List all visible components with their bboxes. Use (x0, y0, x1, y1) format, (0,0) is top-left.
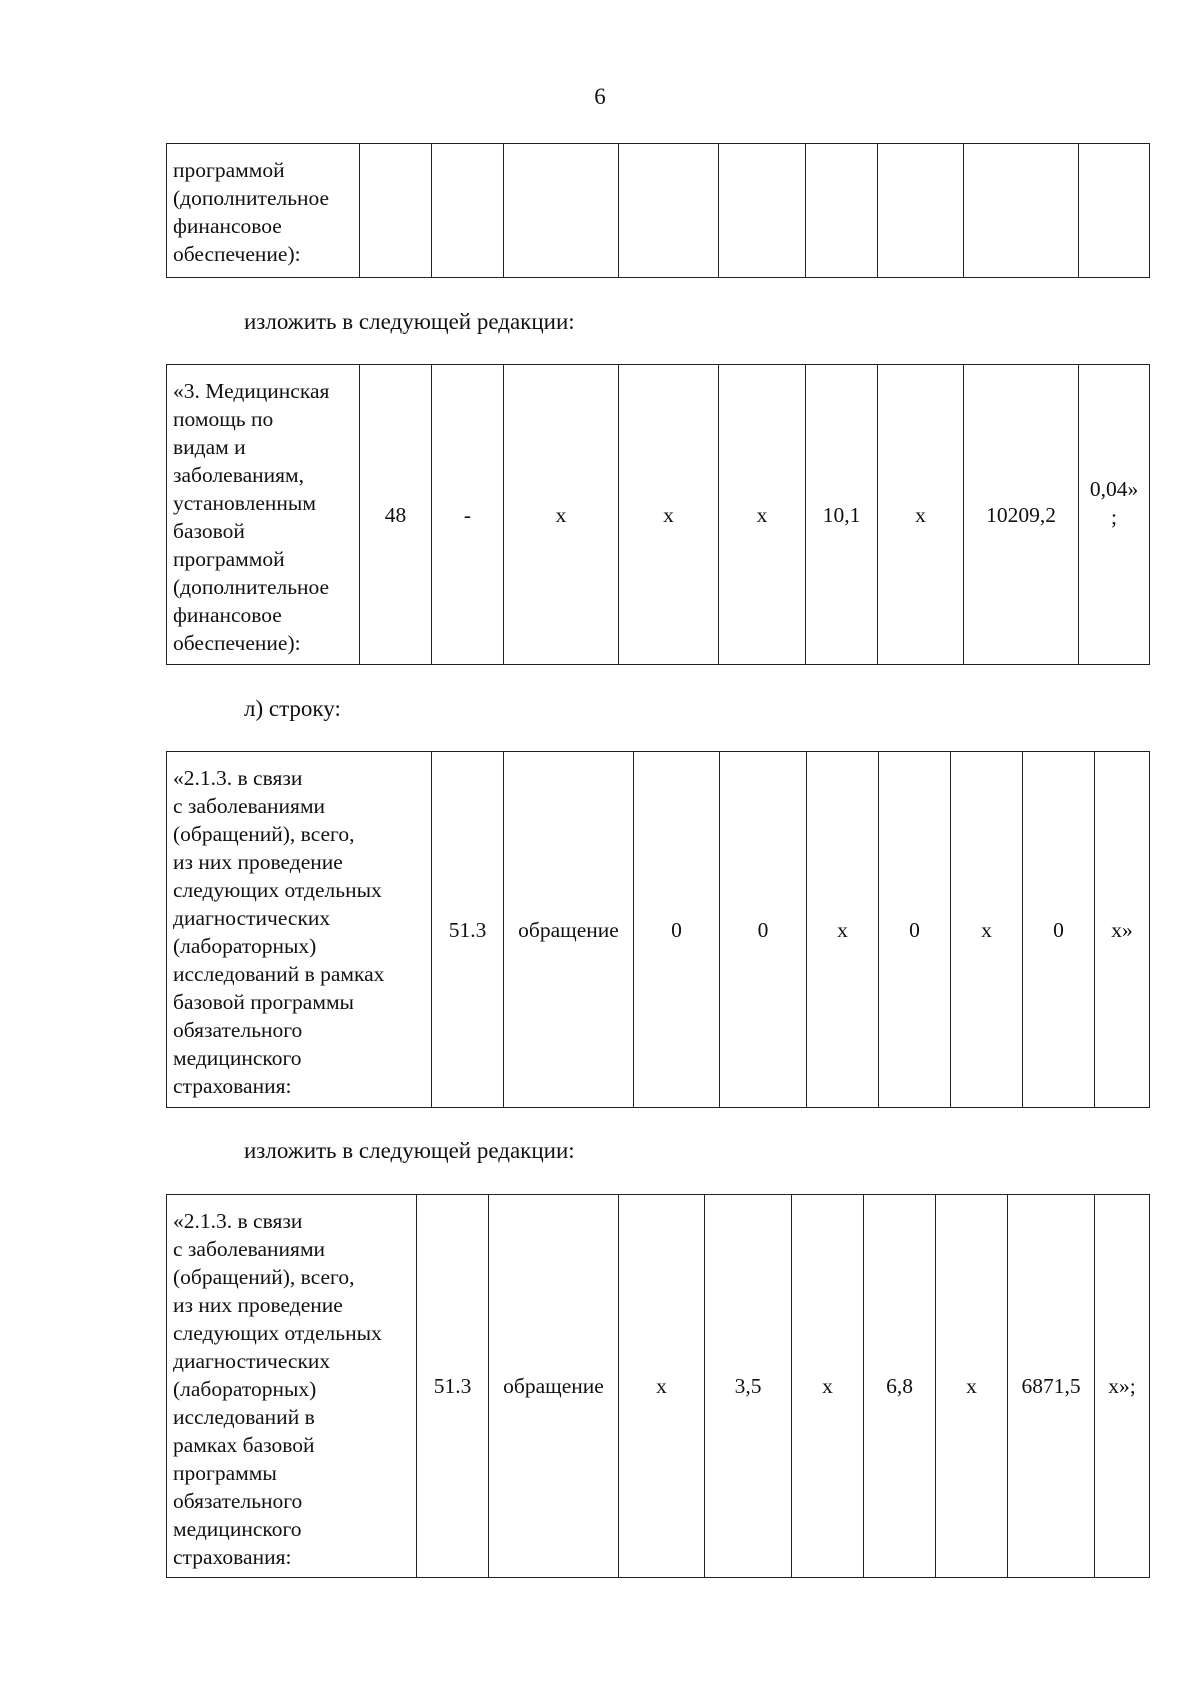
table-cell: 3,5 (705, 1195, 792, 1578)
table-cell: 10209,2 (964, 365, 1079, 665)
table-cell: х (619, 365, 719, 665)
table-cell: 0 (634, 752, 720, 1108)
table-cell (432, 144, 504, 278)
table-row-2-1-3-old (166, 751, 1150, 1108)
table-cell: х (936, 1195, 1008, 1578)
table-cell: 0 (1023, 752, 1095, 1108)
table-cell: х (878, 365, 964, 665)
instruction-paragraph: изложить в следующей редакции: (244, 309, 575, 334)
table-cell: х (951, 752, 1023, 1108)
page-number: 6 (594, 84, 606, 109)
row-label: «2.1.3. в связи с заболеваниями (обращений), всего, из них проведение следующих отдельных диагностических (лабораторных) исследований в рамках базовой программы обязательного медицинского страхования: (167, 1195, 417, 1578)
table-row (167, 1195, 1150, 1578)
table-new-edition-row-3 (166, 364, 1150, 665)
table-cell: 0,04» ; (1079, 365, 1150, 665)
table-cell: обращение (489, 1195, 619, 1578)
table-cell: 51.3 (432, 752, 504, 1108)
table-row (167, 365, 1150, 665)
table-cell: х (792, 1195, 864, 1578)
table-cell: 0 (720, 752, 807, 1108)
table-cell: 6871,5 (1008, 1195, 1095, 1578)
table-cell: 10,1 (806, 365, 878, 665)
table-cell: х» (1095, 752, 1150, 1108)
instruction-paragraph: л) строку: (244, 696, 341, 721)
table-cell: 51.3 (417, 1195, 489, 1578)
row-label: «2.1.3. в связи с заболеваниями (обращений), всего, из них проведение следующих отдельных диагностических (лабораторных) исследований в рамках базовой программы обязательного медицинского страхования: (167, 752, 432, 1108)
table-row (167, 144, 1150, 278)
table-cell (878, 144, 964, 278)
table-row (167, 752, 1150, 1108)
table-cell: х (504, 365, 619, 665)
table-cell (1079, 144, 1150, 278)
table-cell: х (807, 752, 879, 1108)
table-cell (619, 144, 719, 278)
table-cell (360, 144, 432, 278)
table-cell: 6,8 (864, 1195, 936, 1578)
table-cell (719, 144, 806, 278)
row-label: «3. Медицинская помощь по видам и заболеваниям, установленным базовой программой (дополнительное финансовое обеспечение): (167, 365, 360, 665)
table-cell: х»; (1095, 1195, 1150, 1578)
table-cell: 0 (879, 752, 951, 1108)
table-previous-row-fragment (166, 143, 1150, 278)
row-label: программой (дополнительное финансовое обеспечение): (167, 144, 360, 278)
table-cell: - (432, 365, 504, 665)
table-cell (964, 144, 1079, 278)
table-cell: х (719, 365, 806, 665)
table-cell (504, 144, 619, 278)
instruction-paragraph: изложить в следующей редакции: (244, 1138, 575, 1163)
table-cell: обращение (504, 752, 634, 1108)
table-row-2-1-3-new (166, 1194, 1150, 1578)
table-cell: х (619, 1195, 705, 1578)
table-cell (806, 144, 878, 278)
table-cell: 48 (360, 365, 432, 665)
